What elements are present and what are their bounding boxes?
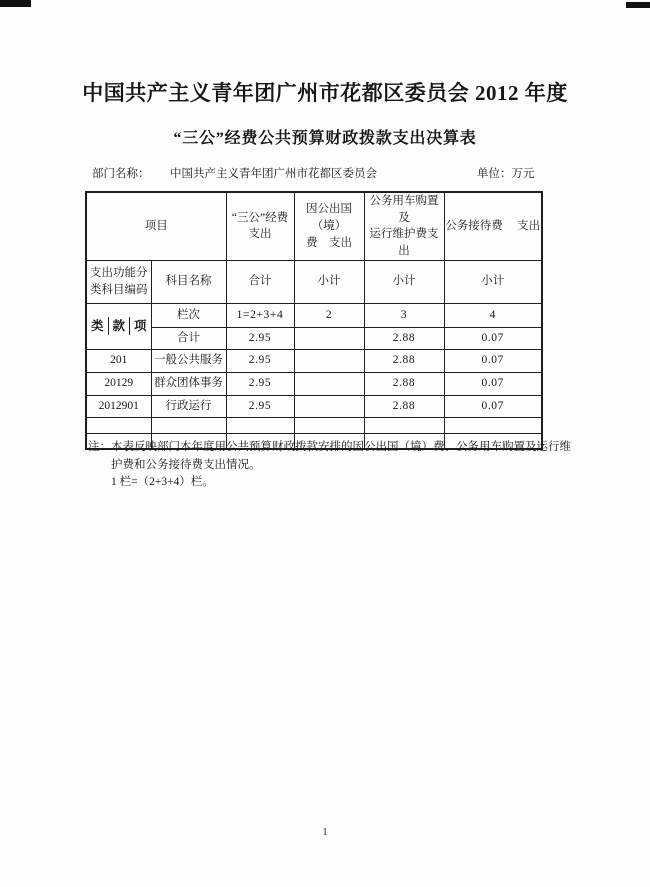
- footnote-line-2: 护费和公务接待费支出情况。: [111, 459, 261, 471]
- scan-artifact-top-right: [626, 2, 650, 8]
- cell-reception-amount: 0.07: [444, 327, 542, 349]
- col-header-subject-name: 科目名称: [151, 260, 226, 303]
- table-header-row-1: [86, 192, 542, 260]
- meta-row: [0, 165, 650, 181]
- header-line: 因公出国（境）: [306, 203, 352, 232]
- footnote-line-1: 注：本表反映部门本年度用公共预算财政拨款安排的因公出国（境）费、公务用车购置及运行维: [88, 441, 571, 453]
- header-line: 公务用车购置及: [369, 195, 439, 224]
- cell-subject-code: 201: [86, 349, 151, 372]
- col-header-vehicle-expense: [364, 192, 444, 260]
- cell-total-amount: 2.95: [226, 395, 294, 417]
- code-subcolumns: [87, 317, 151, 335]
- row-label: 栏次: [151, 303, 226, 327]
- cell-empty: [151, 417, 226, 433]
- cell-column-index: 3: [364, 303, 444, 327]
- cell-column-index: 4: [444, 303, 542, 327]
- page-number: 1: [322, 826, 328, 838]
- table-row: [86, 349, 542, 372]
- header-line: 支出: [248, 228, 272, 241]
- code-subcol-kuan: 款: [109, 317, 131, 335]
- cell-column-index: 2: [294, 303, 364, 327]
- cell-vehicle-amount: 2.88: [364, 327, 444, 349]
- scan-artifact-top-left: [0, 0, 31, 7]
- col-header-subtotal-vehicle: 小计: [364, 260, 444, 303]
- cell-vehicle-amount: 2.88: [364, 395, 444, 417]
- cell-empty: [294, 417, 364, 433]
- cell-subject-name: 群众团体事务: [151, 372, 226, 395]
- cell-subject-code: 20129: [86, 372, 151, 395]
- cell-reception-amount: 0.07: [444, 372, 542, 395]
- cell-empty: [444, 417, 542, 433]
- department-name-value: 中国共产主义青年团广州市花都区委员会: [170, 168, 377, 180]
- code-subcolumns-cell: [86, 303, 151, 349]
- header-line: “三公”经费: [231, 211, 289, 224]
- cell-abroad-amount: [294, 327, 364, 349]
- department-name-label: 部门名称：: [92, 168, 150, 180]
- table-row: [86, 372, 542, 395]
- cell-reception-amount: 0.07: [444, 395, 542, 417]
- cell-subject-name: 一般公共服务: [151, 349, 226, 372]
- col-header-total: 合计: [226, 260, 294, 303]
- unit-label: 单位：万元: [477, 168, 535, 180]
- cell-column-index: 1=2+3+4: [226, 303, 294, 327]
- table-row: [86, 395, 542, 417]
- cell-reception-amount: 0.07: [444, 349, 542, 372]
- header-line: 运行维护费支出: [369, 228, 439, 258]
- table-header-row-2: [86, 260, 542, 303]
- col-header-reception-expense: 公务接待费 支出: [444, 192, 542, 260]
- row-label: 合计: [151, 327, 226, 349]
- cell-subject-code: 2012901: [86, 395, 151, 417]
- col-header-sangong-expense: [226, 192, 294, 260]
- cell-subject-name: 行政运行: [151, 395, 226, 417]
- cell-vehicle-amount: 2.88: [364, 372, 444, 395]
- document-title: 中国共产主义青年团广州市花都区委员会 2012 年度: [82, 81, 568, 105]
- header-line: 类科目编码: [90, 283, 148, 296]
- cell-abroad-amount: [294, 349, 364, 372]
- col-header-subtotal-reception: 小计: [444, 260, 542, 303]
- code-subcol-xiang: 项: [133, 319, 147, 334]
- col-header-function-code: [86, 260, 151, 303]
- header-line: 支出功能分: [90, 267, 148, 280]
- table-row-empty: [86, 417, 542, 433]
- cell-empty: [364, 417, 444, 433]
- footnote-line-3: 1 栏=（2+3+4）栏。: [111, 476, 214, 488]
- code-subcol-lei: 类: [87, 317, 109, 335]
- cell-empty: [86, 417, 151, 433]
- cell-total-amount: 2.95: [226, 372, 294, 395]
- budget-table: [85, 191, 543, 450]
- table-row-total: [86, 327, 542, 349]
- cell-vehicle-amount: 2.88: [364, 349, 444, 372]
- cell-empty: [226, 417, 294, 433]
- col-header-abroad-expense: [294, 192, 364, 260]
- document-subtitle: “三公”经费公共预算财政拨款支出决算表: [173, 130, 477, 147]
- cell-total-amount: 2.95: [226, 349, 294, 372]
- col-header-subtotal-abroad: 小计: [294, 260, 364, 303]
- cell-total-amount: 2.95: [226, 327, 294, 349]
- col-header-item: 项目: [86, 192, 226, 260]
- header-line: 费 支出: [306, 236, 352, 249]
- table-row-lanci: [86, 303, 542, 327]
- cell-abroad-amount: [294, 395, 364, 417]
- cell-abroad-amount: [294, 372, 364, 395]
